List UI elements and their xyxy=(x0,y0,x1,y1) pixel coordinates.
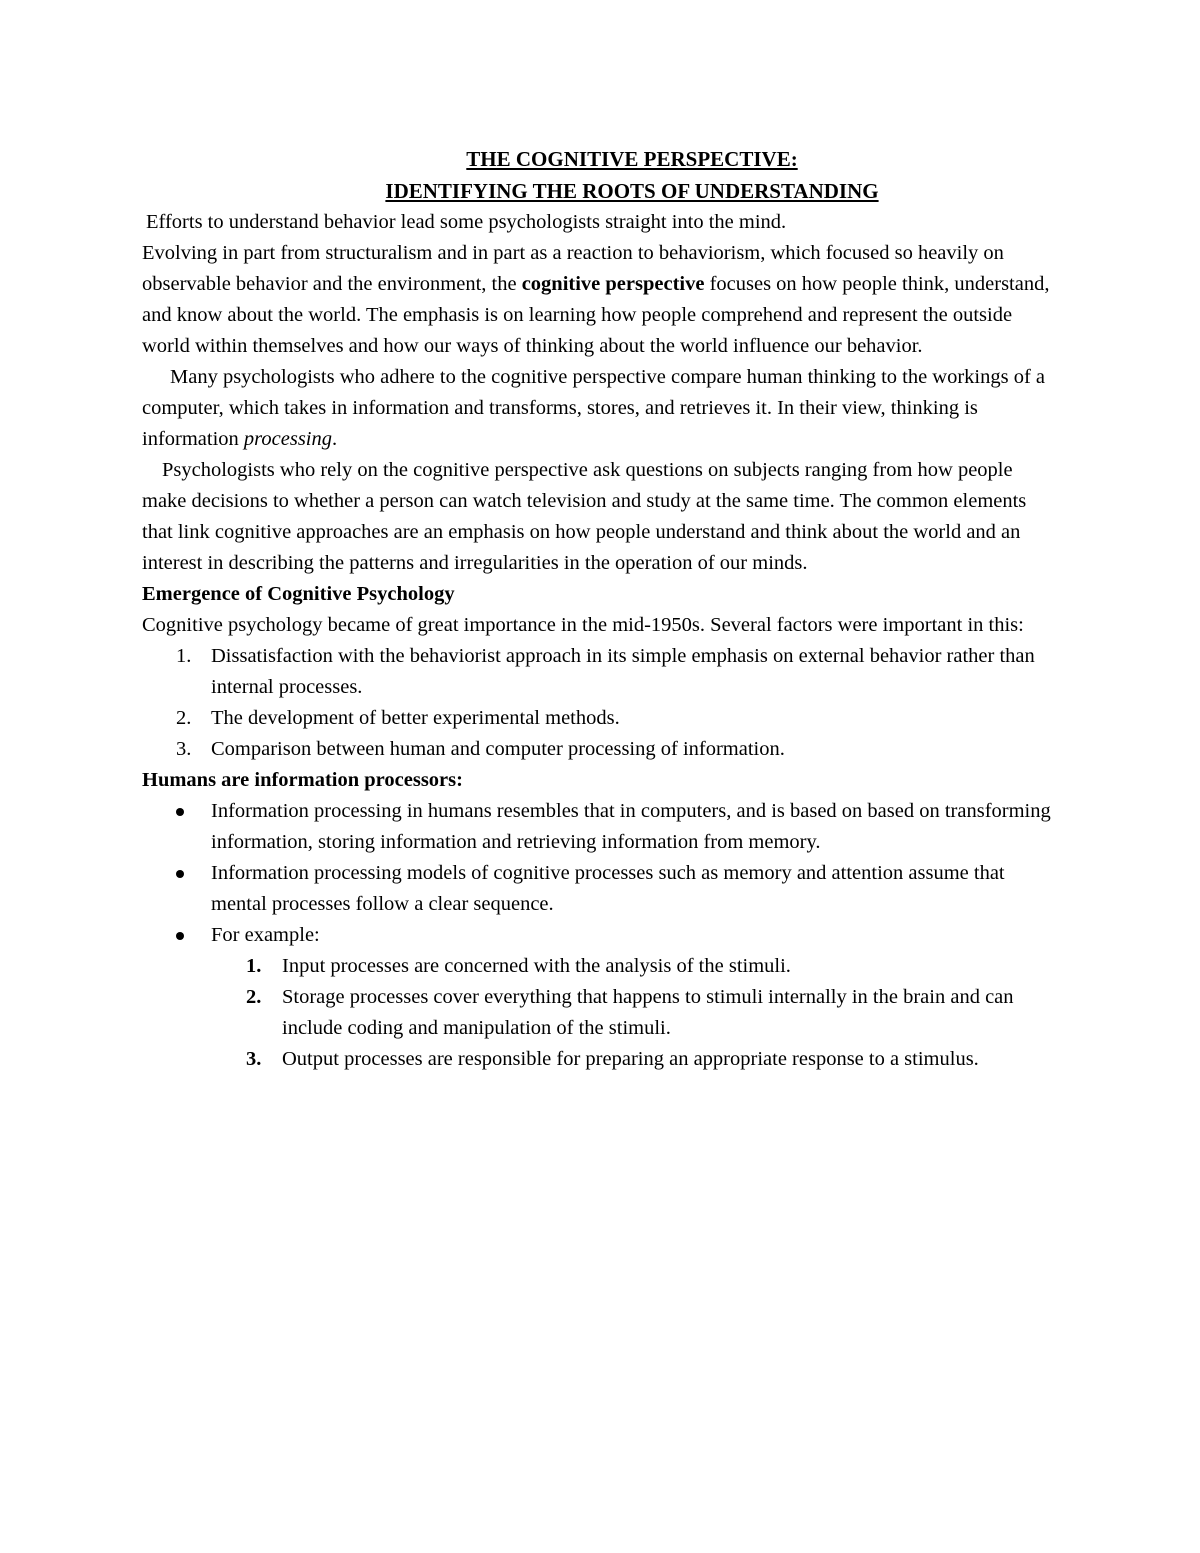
document-title-line-2: IDENTIFYING THE ROOTS OF UNDERSTANDING xyxy=(385,179,879,203)
paragraph-questions: Psychologists who rely on the cognitive perspective ask questions on subjects ranging from how people make decisions to whether a person can watch television and study at the same time. The common elements that link cognitive approaches are an emphasis on how people understand and think about the world and an interest in describing the patterns and irregularities in the operation of our minds. xyxy=(142,459,1027,574)
section-heading-emergence: Emergence of Cognitive Psychology xyxy=(142,583,455,605)
list-number: 3. xyxy=(176,738,192,760)
bullet-icon xyxy=(176,870,184,878)
bullet-icon xyxy=(176,808,184,816)
document-title-line-1: THE COGNITIVE PERSPECTIVE: xyxy=(466,147,798,171)
list-item-text: Output processes are responsible for preparing an appropriate response to a stimulus. xyxy=(282,1048,979,1070)
list-item-text: The development of better experimental methods. xyxy=(211,707,620,729)
intro-paragraph: Efforts to understand behavior lead some psychologists straight into the mind. xyxy=(146,211,787,233)
factors-list xyxy=(142,641,1062,765)
bullet-icon xyxy=(176,932,184,940)
list-item xyxy=(142,1044,1062,1075)
list-item xyxy=(142,858,1062,920)
bold-term: cognitive perspective xyxy=(521,273,705,295)
paragraph-computer-analogy xyxy=(142,362,1062,455)
list-number: 3. xyxy=(246,1048,262,1070)
list-item xyxy=(142,920,1062,1075)
list-item-text: Information processing models of cognitive processes such as memory and attention assume that mental processes follow a clear sequence. xyxy=(211,862,1005,915)
paragraph-cognitive-perspective xyxy=(142,238,1062,362)
list-item xyxy=(142,982,1062,1044)
list-number: 2. xyxy=(176,707,192,729)
list-item-text: Comparison between human and computer processing of information. xyxy=(211,738,785,760)
list-item xyxy=(142,951,1062,982)
list-item xyxy=(142,703,1062,734)
document-page xyxy=(142,143,1062,1075)
list-item-text: For example: xyxy=(211,924,320,946)
italic-term: processing xyxy=(243,428,332,450)
list-item xyxy=(142,734,1062,765)
list-item xyxy=(142,641,1062,703)
list-item xyxy=(142,796,1062,858)
list-item-text: Dissatisfaction with the behaviorist approach in its simple emphasis on external behavior rather than internal processes. xyxy=(211,645,1035,698)
paragraph-text: Many psychologists who adhere to the cognitive perspective compare human thinking to the workings of a computer, which takes in information and transforms, stores, and retrieves it. In their view, thinking is information xyxy=(142,366,1046,450)
paragraph-text: Evolving in part from structuralism and in part as a reaction to behaviorism, which focused so heavily on observable behavior and the environment, the xyxy=(142,242,1004,295)
list-number: 2. xyxy=(246,986,262,1008)
paragraph-text: focuses on how people think, understand, and know about the world. The emphasis is on learning how people comprehend and represent the outside world within themselves and how our ways of thinking about the world influence our behavior. xyxy=(142,273,1050,357)
examples-list xyxy=(142,951,1062,1075)
bullet-list xyxy=(142,796,1062,1075)
list-item-text: Storage processes cover everything that happens to stimuli internally in the brain and can include coding and manipulation of the stimuli. xyxy=(282,986,1014,1039)
paragraph-emergence: Cognitive psychology became of great importance in the mid-1950s. Several factors were important in this: xyxy=(142,614,1024,636)
section-heading-information-processors: Humans are information processors: xyxy=(142,769,463,791)
sub-list-wrapper xyxy=(142,951,1062,1075)
paragraph-text: . xyxy=(332,428,338,450)
list-number: 1. xyxy=(176,645,192,667)
list-item-text: Input processes are concerned with the analysis of the stimuli. xyxy=(282,955,791,977)
list-number: 1. xyxy=(246,955,262,977)
list-item-text: Information processing in humans resembles that in computers, and is based on based on transforming information, storing information and retrieving information from memory. xyxy=(211,800,1051,853)
